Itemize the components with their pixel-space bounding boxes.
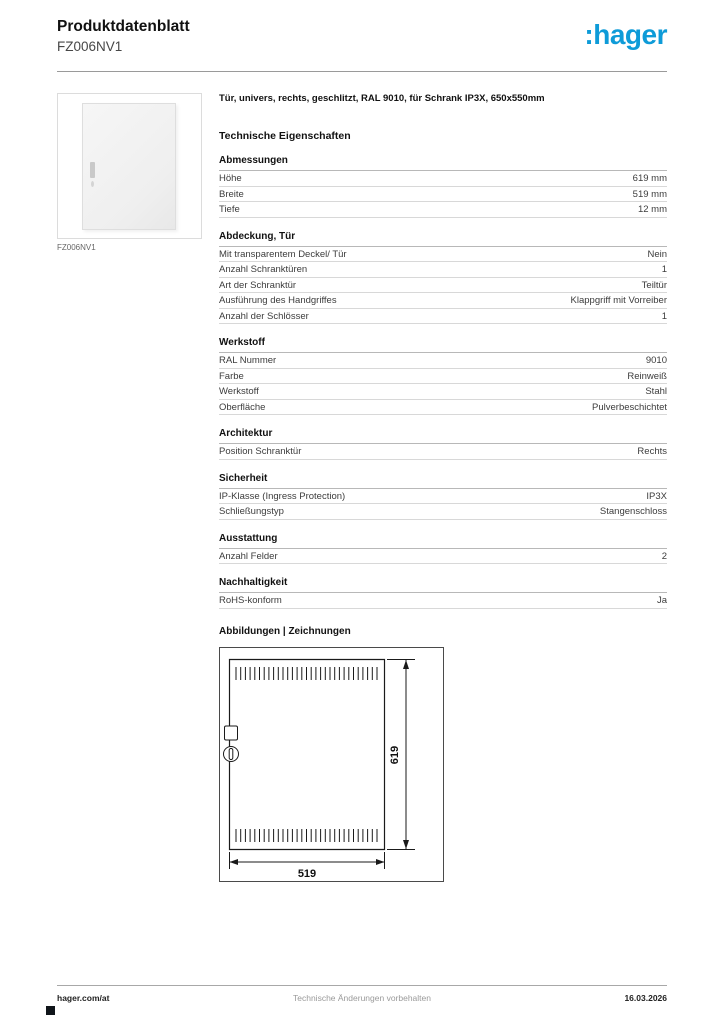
page-title: Produktdatenblatt (57, 18, 190, 35)
dimension-height-label: 619 (389, 745, 401, 765)
spec-row (219, 444, 667, 460)
section-title: Architektur (219, 428, 667, 444)
technical-drawing (219, 647, 444, 882)
spec-label: Farbe (219, 370, 244, 382)
spec-value: 519 mm (632, 188, 667, 200)
main-content (219, 93, 667, 882)
spec-label: RoHS-konform (219, 595, 282, 607)
spec-row (219, 202, 667, 218)
spec-label: Ausführung des Handgriffes (219, 295, 337, 307)
drawings-heading: Abbildungen | Zeichnungen (219, 625, 351, 637)
spec-section (219, 231, 667, 325)
spec-label: RAL Nummer (219, 355, 277, 367)
spec-value: 2 (661, 550, 667, 562)
spec-label: Oberfläche (219, 401, 266, 413)
spec-section (219, 155, 667, 218)
spec-section (219, 428, 667, 460)
spec-label: IP-Klasse (Ingress Protection) (219, 490, 346, 502)
spec-value: Rechts (637, 446, 667, 458)
section-title: Werkstoff (219, 337, 667, 353)
spec-row (219, 293, 667, 309)
footer-disclaimer: Technische Änderungen vorbehalten (293, 993, 431, 1003)
spec-row (219, 247, 667, 263)
spec-value: 1 (661, 310, 667, 322)
spec-value: 1 (661, 264, 667, 276)
spec-row (219, 187, 667, 203)
spec-value: Stahl (645, 386, 667, 398)
spec-label: Breite (219, 188, 244, 200)
product-title: Tür, univers, rechts, geschlitzt, RAL 9010, für Schrank IP3X, 650x550mm (219, 93, 545, 104)
spec-row (219, 369, 667, 385)
spec-label: Werkstoff (219, 386, 259, 398)
spec-section (219, 533, 667, 565)
product-image-door (82, 103, 176, 230)
spec-value: Klappgriff mit Vorreiber (570, 295, 667, 307)
spec-label: Anzahl der Schlösser (219, 310, 309, 322)
spec-row (219, 262, 667, 278)
product-image-caption: FZ006NV1 (57, 243, 96, 252)
spec-section (219, 577, 667, 609)
spec-section (219, 337, 667, 415)
technical-properties-heading: Technische Eigenschaften (219, 130, 351, 143)
spec-value: Pulverbeschichtet (592, 401, 667, 413)
spec-row (219, 400, 667, 416)
section-title: Sicherheit (219, 473, 667, 489)
door-lock-graphic (91, 181, 94, 187)
spec-label: Schließungstyp (219, 506, 284, 518)
spec-row (219, 549, 667, 565)
spec-row (219, 384, 667, 400)
spec-value: 619 mm (632, 173, 667, 185)
spec-row (219, 489, 667, 505)
spec-label: Anzahl Schranktüren (219, 264, 308, 276)
spec-sections (219, 155, 667, 609)
product-code: FZ006NV1 (57, 39, 123, 54)
spec-value: 9010 (645, 355, 667, 367)
spec-row (219, 309, 667, 325)
spec-value: IP3X (646, 490, 667, 502)
product-image-frame (57, 93, 202, 239)
header (57, 18, 667, 54)
hager-logo: :hager (584, 19, 667, 50)
spec-value: Teiltür (641, 279, 667, 291)
spec-row (219, 504, 667, 520)
page-corner-mark (46, 1006, 55, 1015)
drawing-door-outline (230, 659, 385, 849)
spec-label: Mit transparentem Deckel/ Tür (219, 248, 347, 260)
spec-section (219, 473, 667, 520)
spec-label: Art der Schranktür (219, 279, 297, 291)
spec-label: Tiefe (219, 204, 240, 216)
spec-label: Höhe (219, 173, 242, 185)
section-title: Abmessungen (219, 155, 667, 171)
spec-row (219, 353, 667, 369)
spec-value: Ja (656, 595, 667, 607)
section-title: Abdeckung, Tür (219, 231, 667, 247)
spec-row (219, 171, 667, 187)
spec-label: Position Schranktür (219, 446, 302, 458)
spec-value: Stangenschloss (599, 506, 667, 518)
spec-value: Nein (647, 248, 667, 260)
spec-label: Anzahl Felder (219, 550, 278, 562)
spec-row (219, 593, 667, 609)
footer-date: 16.03.2026 (624, 993, 667, 1003)
header-divider (57, 71, 667, 72)
spec-row (219, 278, 667, 294)
drawing-handle (225, 726, 238, 740)
section-title: Ausstattung (219, 533, 667, 549)
dimension-width-label: 519 (297, 867, 317, 880)
section-title: Nachhaltigkeit (219, 577, 667, 593)
footer-website-link[interactable]: hager.com/at (57, 993, 110, 1003)
spec-value: 12 mm (637, 204, 667, 216)
spec-value: Reinweiß (627, 370, 667, 382)
footer (57, 985, 667, 1003)
door-handle-graphic (90, 162, 95, 178)
